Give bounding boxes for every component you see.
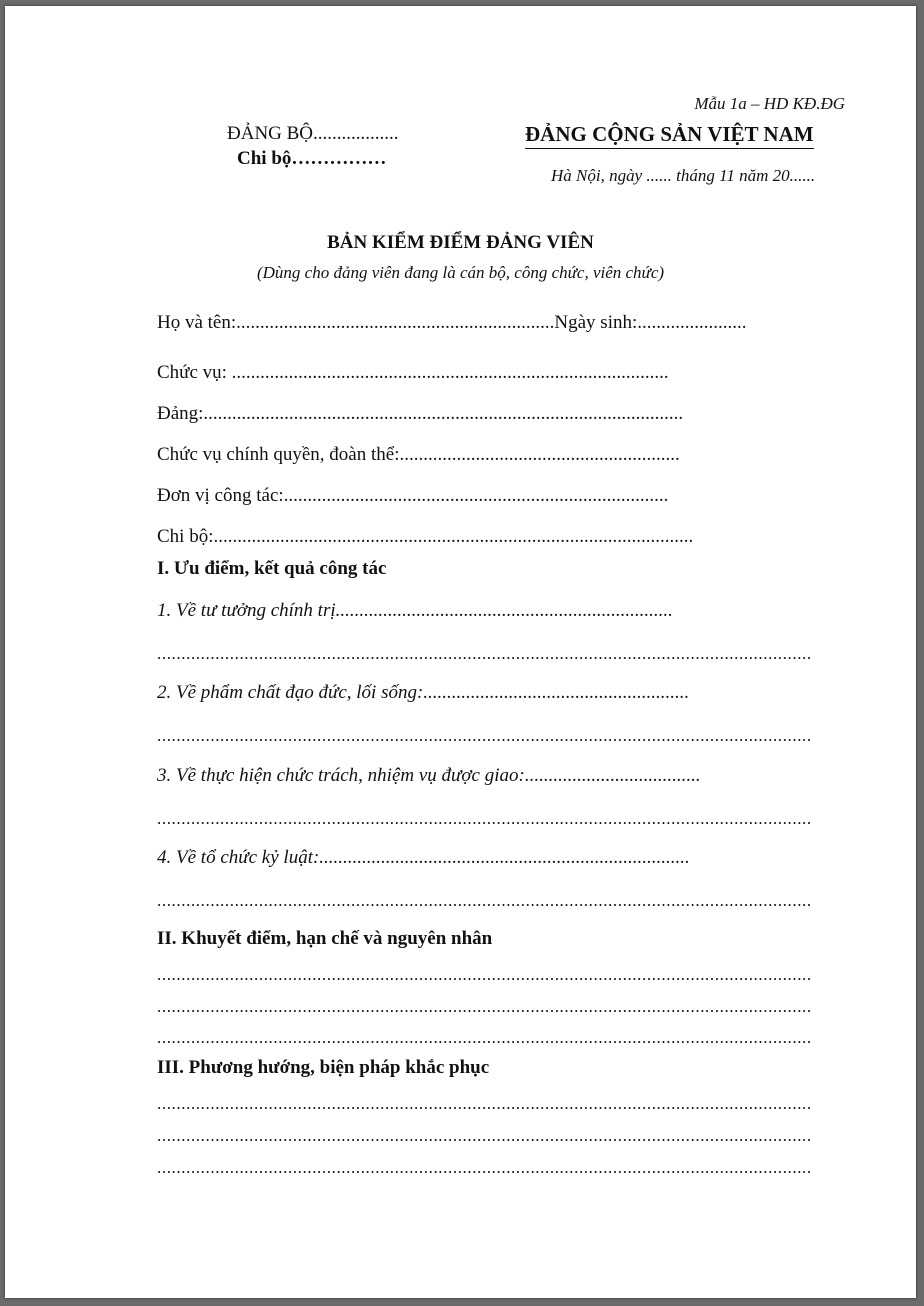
party-committee: ĐẢNG BỘ.................. (227, 123, 399, 144)
field-position: Chức vụ: ............................................................................................ (157, 362, 669, 383)
document-title: BẢN KIỂM ĐIỂM ĐẢNG VIÊN (327, 232, 594, 253)
blank-line: ....................................................................................................................................... (157, 726, 812, 745)
field-gov-position: Chức vụ chính quyền, đoàn thể:........................................................... (157, 444, 680, 465)
section1-item4: 4. Về tổ chức kỷ luật:.............................................................................. (157, 847, 690, 868)
blank-line: ....................................................................................................................................... (157, 891, 812, 910)
blank-line: ....................................................................................................................................... (157, 965, 812, 984)
party-cell: Chi bộ…………… (237, 148, 387, 169)
blank-line: ....................................................................................................................................... (157, 644, 812, 663)
section1-item3: 3. Về thực hiện chức trách, nhiệm vụ được giao:..................................... (157, 765, 701, 786)
blank-line: ....................................................................................................................................... (157, 1158, 812, 1177)
blank-line: ....................................................................................................................................... (157, 1094, 812, 1113)
document-subtitle: (Dùng cho đảng viên đang là cán bộ, công chức, viên chức) (256, 263, 665, 282)
section2-heading: II. Khuyết điểm, hạn chế và nguyên nhân (157, 928, 493, 949)
blank-line: ....................................................................................................................................... (157, 1126, 812, 1145)
field-name-dob: Họ và tên:...................................................................Ngày sinh:....................... (157, 312, 747, 333)
section3-heading: III. Phương hướng, biện pháp khắc phục (157, 1057, 490, 1078)
party-name: ĐẢNG CỘNG SẢN VIỆT NAM (525, 122, 814, 149)
place-date: Hà Nội, ngày ...... tháng 11 năm 20...... (551, 166, 816, 185)
section1-item2: 2. Về phẩm chất đạo đức, lối sống:........................................................ (157, 682, 690, 703)
document-page (5, 6, 916, 1298)
field-cell: Chi bộ:..................................................................................................... (157, 526, 694, 547)
field-work-unit: Đơn vị công tác:................................................................................. (157, 485, 669, 506)
section1-item1: 1. Về tư tưởng chính trị....................................................................... (157, 600, 673, 621)
blank-line: ....................................................................................................................................... (157, 809, 812, 828)
blank-line: ....................................................................................................................................... (157, 1028, 812, 1047)
blank-line: ....................................................................................................................................... (157, 997, 812, 1016)
form-code: Mẫu 1a – HD KĐ.ĐG (694, 94, 845, 113)
section1-heading: I. Ưu điểm, kết quả công tác (157, 558, 387, 579)
field-party: Đảng:..................................................................................................... (157, 403, 684, 424)
